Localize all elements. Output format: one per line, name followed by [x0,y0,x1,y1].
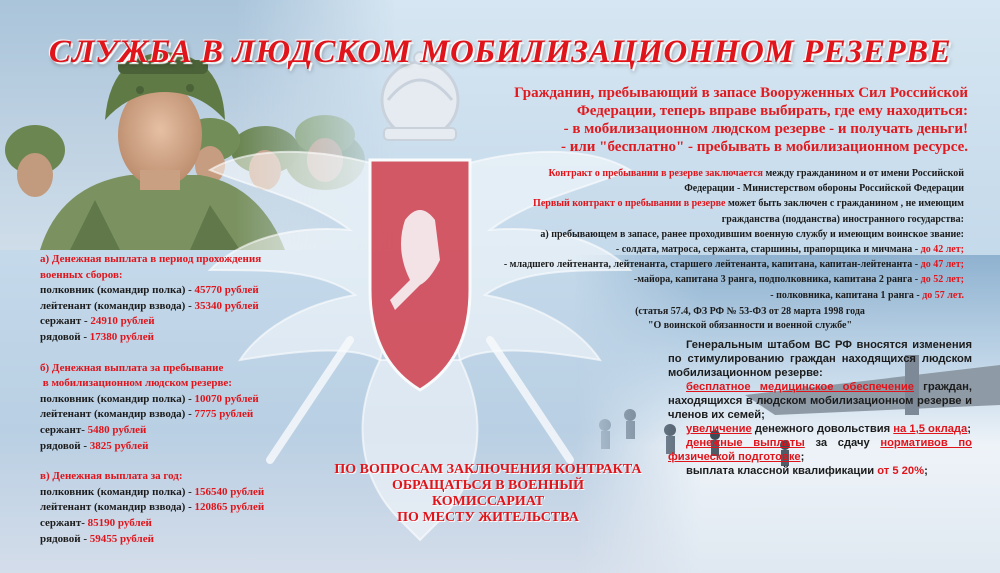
age-limit: до 52 лет; [920,274,964,286]
intro-line: - в мобилизационном людском резерве - и получать деньги! [563,121,968,137]
law-line: "О воинской обязанности и военной службе" [647,320,853,331]
staff-text: ; [967,423,971,435]
age-limit: до 57 лет. [922,289,964,301]
payment-amount: 3825 рублей [89,439,149,452]
rank-text: - младшего лейтенанта, лейтенанта, старшего лейтенанта, капитана, капитан-лейтенанта - [503,259,921,271]
contract-terms [430,166,964,303]
contract-highlight: Контракт о пребывании в резерве заключается [548,168,763,179]
enquiry-notice [318,462,658,526]
payment-amount: 5480 рублей [87,423,147,436]
contract-text: между гражданином и от имени Российской [762,168,964,179]
payment-section [40,469,360,547]
contract-highlight: Первый контракт о пребывании в резерве [533,198,726,210]
payment-row [40,314,360,330]
payment-amount: 45770 рублей [194,284,259,297]
staff-intro: Генеральным штабом ВС РФ вносятся изменения по стимулированию граждан находящихся людском мобилизационном резерве: [668,339,972,379]
payment-section [40,361,360,455]
payment-row [40,283,360,299]
contract-line: Федерации - Министерством обороны Российской Федерации [684,183,964,195]
rank-text: -майора, капитана 3 ранга, подполковника, капитана 2 ранга - [633,274,921,286]
staff-highlight: нормативов по физической подготовке [668,437,972,463]
staff-text: выплата классной квалификации [686,465,878,477]
payment-rank: полковник (командир полка) - [40,392,195,405]
payment-heading: военных сборов: [40,268,123,281]
payment-amount: 17380 рублей [89,330,154,343]
enquiry-line: ПО МЕСТУ ЖИТЕЛЬСТВА [397,510,579,525]
contract-text: может быть заключен с гражданином , не имеющим [725,198,964,210]
rank-text: - солдата, матроса, сержанта, старшины, прапорщика и мичмана - [615,244,921,256]
payment-rank: сержант- [40,423,88,436]
payment-row [40,516,360,532]
intro-line: - или "бесплатно" - пребывать в мобилизационном ресурсе. [560,139,968,155]
payment-rank: сержант - [40,315,91,328]
payment-rank: рядовой - [40,439,90,452]
contract-line: гражданства (подданства) иностранного государства: [721,213,964,225]
payment-row [40,407,360,423]
payment-amount: 24910 рублей [90,315,155,328]
staff-text: ; [924,465,928,477]
general-staff-changes [668,338,972,478]
payment-row [40,423,360,439]
staff-item [668,436,972,464]
payment-rank: лейтенант (командир взвода) - [40,501,195,514]
staff-text: за сдачу [804,437,881,449]
rank-text: - полковника, капитана 1 ранга - [770,289,923,301]
payment-amount: 120865 рублей [194,501,265,514]
law-reference [605,305,895,333]
payment-row [40,299,360,315]
spacer [40,454,360,469]
staff-text: граждан, находящихся в людском мобилизационном резерве и членов их семей; [668,381,972,421]
payment-amount: 7775 рублей [194,408,254,421]
payment-amount: 10070 рублей [194,392,259,405]
payment-amount: 35340 рублей [194,299,259,312]
payment-row [40,500,360,516]
rank-age-line [430,272,964,287]
contract-line: а) пребывающем в запасе, ранее проходившим военную службу и имеющим воинское звание: [540,228,964,240]
payment-heading: б) Денежная выплата за пребывание [40,361,224,374]
intro-line: Гражданин, пребывающий в запасе Вооруженных Сил Российской [514,85,968,101]
enquiry-line: КОМИССАРИАТ [431,494,545,509]
payment-heading: в мобилизационном людском резерве: [40,377,232,390]
payment-rank: полковник (командир полка) - [40,284,195,297]
age-limit: до 42 лет; [920,244,964,256]
enquiry-line: ПО ВОПРОСАМ ЗАКЛЮЧЕНИЯ КОНТРАКТА [334,462,642,477]
payments-list [40,252,360,547]
enquiry-line: ОБРАЩАТЬСЯ В ВОЕННЫЙ [391,478,585,493]
payment-heading: в) Денежная выплата за год: [40,470,183,483]
law-line: (статья 57.4, ФЗ РФ № 53-ФЗ от 28 марта 1998 года [635,306,865,317]
payment-row [40,532,360,548]
age-limit: до 47 лет; [920,259,964,271]
payment-rank: лейтенант (командир взвода) - [40,408,195,421]
page-title: СЛУЖБА В ЛЮДСКОМ МОБИЛИЗАЦИОННОМ РЕЗЕРВЕ [48,34,952,70]
payment-rank: рядовой - [40,532,90,545]
payment-rank: полковник (командир полка) - [40,485,195,498]
spacer [40,346,360,361]
contract-line [430,196,964,211]
staff-item [668,464,972,478]
payment-rank: сержант- [40,516,88,529]
payment-amount: 85190 рублей [87,516,152,529]
staff-item [668,380,972,422]
payment-rank: рядовой - [40,330,90,343]
rank-age-line [430,288,964,303]
payment-row [40,330,360,346]
payment-section [40,252,360,346]
payment-row [40,485,360,501]
rank-age-line [430,242,964,257]
rank-age-line [430,257,964,272]
contract-line [430,166,964,181]
staff-highlight: денежные выплаты [686,437,805,449]
intro-line: Федерации, теперь вправе выбирать, где ему находиться: [576,103,968,119]
intro-text [420,84,968,156]
payment-heading: а) Денежная выплата в период прохождения [40,253,262,265]
staff-highlight: бесплатное медицинское обеспечение [686,381,914,393]
staff-highlight: увеличение [686,423,752,435]
staff-highlight: на 1,5 оклада [893,423,968,435]
payment-row [40,392,360,408]
staff-text: ; [800,451,805,463]
staff-text: денежного довольствия [751,423,894,435]
staff-item [668,422,972,436]
payment-rank: лейтенант (командир взвода) - [40,299,195,312]
payment-row [40,439,360,455]
payment-amount: 156540 рублей [194,485,265,498]
payment-amount: 59455 рублей [89,532,154,545]
staff-highlight: от 5 20% [877,465,925,477]
